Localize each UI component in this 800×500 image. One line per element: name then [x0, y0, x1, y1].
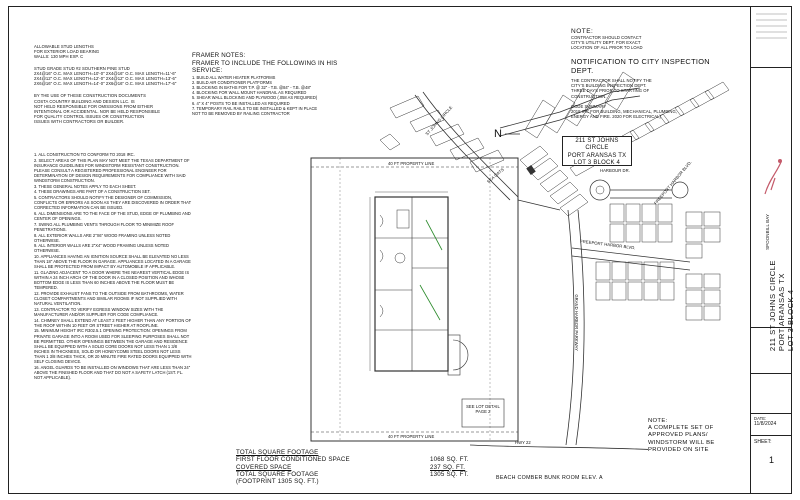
framer-note-item: 7. TEMPORARY RAIL RAILS TO BE INSTALLED & KEPT IN PLACE — [192, 105, 318, 111]
sqft-footprint: (FOOTPRINT 1305 SQ. FT.) — [236, 478, 319, 486]
address-line-3: LOT 3 BLOCK 4 — [573, 160, 621, 167]
plan-label-property-line-bottom: 40 FT PROPERTY LINE — [388, 434, 435, 439]
sqft-value: 1305 SQ. FT. — [430, 470, 469, 478]
date-label: DATE: — [754, 416, 767, 421]
utility-note-title: NOTE: — [571, 28, 594, 35]
map-label-sea-oats: SEA OATS — [485, 166, 505, 185]
framer-note-item: 6. 4" X 4" POSTS TO BE INSTALLED AS REQUIRED — [192, 100, 290, 106]
general-note-item: 3. THESE GENERAL NOTES APPLY TO EACH SHEET. — [34, 183, 137, 189]
company-name: SPOONBILL BAY — [765, 214, 770, 250]
title-block-revision-cell — [751, 6, 792, 68]
city-notification-body: THE CONTRACTOR SHALL NOTIFY THE CITY'S BUILDING INSPECTION DEPT. THREE DAYS PRIOR TO STARTING OF CONSTRUCTION. CODE SUMMARY 2018 IRC FOR BUILDING, MECHANICAL, PLUMBING, ENERGY AND FIRE. 2020 FOR ELECTRICAL) — [571, 78, 677, 120]
address-box — [562, 136, 632, 166]
north-arrow-label: N — [494, 128, 502, 140]
general-note-item: 8. ALL EXTERIOR WALLS ARE 2"X6" WOOD FRAMING UNLESS NOTED OTHERWISE. — [34, 232, 171, 243]
sqft-value: 237 SQ. FT. — [430, 463, 466, 471]
general-note-item: 11. GLAZING ADJACENT TO A DOOR WHERE THE NEAREST VERTICAL EDGE IS WITHIN A 24 INCH ARCH OF THE DOOR IN A CLOSED POSITION AND WHOSE BOTTOM EDGE IS LESS THAN 60 INCHES ABOVE THE FLOOR MUST BE TEMPERED. — [34, 270, 190, 291]
disclaimer: BY THE USE OF THESE CONSTRUCTION DOCUMENTS COSTA COUNTRY BUILDING AND DESIGN LLC. IS NOT HELD RESPONSIBLE FOR OMISSIONS FROM EITHER INTENTIONAL OR ACCIDENTAL. NOR BE HELD RESPONSIBLE FOR QUALITY CONTROL ISSUES OR CONSTRUCTION ISSUES WITH CONTRACTORS OR BUILDER. — [34, 93, 161, 125]
sqft-row-first-floor — [236, 456, 476, 463]
general-note-item: 6. ALL DIMENSIONS ARE TO THE FACE OF THE STUD, EDGE OF PLUMBING AND CENTER OF OPENINGS. — [34, 211, 191, 222]
title-block-notes-cell — [751, 374, 792, 414]
allowable-stud-lengths: ALLOWABLE STUD LENGTHS FOR EXTERIOR LOAD BEARING WALLS: 130 MPH EXP. C — [34, 44, 100, 60]
sqft-label: COVERED SPACE — [236, 463, 292, 471]
sqft-label: TOTAL SQUARE FOOTAGE — [236, 470, 319, 478]
map-label-harbour: HARBOUR DR. — [600, 168, 630, 173]
house-footprint — [375, 197, 448, 371]
sqft-row-total — [236, 471, 476, 478]
general-note-item: 14. CHIMNEY SHALL EXTEND AT LEAST 2 FEET HIGHER THAN ANY PORTION OF THE ROOF WITHIN 10 FEET OR STREET HIGHER AT ROOFLINE. — [34, 317, 192, 328]
lot-plan — [311, 158, 518, 441]
general-note-item: 5. CONTRACTORS SHOULD NOTIFY THE DESIGNER OF COMMISSION, CONFLICTS OR ERRORS AS SOON AS THEY ARE DISCOVERED IN ORDER THAT CORRECTED INFORMATION CAN BE ISSUED. — [34, 195, 192, 211]
sheet-number: 1 — [768, 455, 774, 465]
general-note-item: 2. SELECT AREAS OF THIS PLAN MAY NOT MEET THE TEXAS DEPARTMENT OF INSURANCE GUIDELINES FOR WINDSTORM RESISTANT CONSTRUCTION. PLEASE CONSULT A REGISTERED PROFESSIONAL ENGINEER FOR DETERMINATION OF DESIGN REQUIREMENTS FOR COMPLIANCE WITH SAID WINDSTORM CONSTRUCTION. — [34, 157, 190, 184]
plan-label-setback: SEE LOT DETAIL PAGE 2 — [466, 404, 500, 415]
map-label-grand-harbor: GRAND HARBOR PARKWAY — [573, 294, 579, 351]
sqft-label: FIRST FLOOR CONDITIONED SPACE — [236, 456, 350, 464]
plan-label-property-line-top: 40 FT PROPERTY LINE — [388, 161, 435, 166]
general-note-item: 7. SWING ALL PLUMBING VENTS THROUGH FLOOR TO MINIMIZE ROOF PENETRATIONS. — [34, 221, 174, 232]
sqft-value: 1068 SQ. FT. — [430, 456, 469, 464]
general-note-item: 13. CONTRACTOR TO VERIFY EGRESS WINDOW SIZES WITH THE MANUFACTURER AND/OR SUPPLIER FOR CODE COMPLIANCE. — [34, 306, 164, 317]
sheet-title: BEACH COMBER BUNK ROOM ELEV. A — [496, 475, 603, 481]
sheet-label: SHEET: — [754, 439, 772, 445]
general-note-item: 1. ALL CONSTRUCTION TO CONFORM TO 2018 IRC. — [34, 152, 135, 157]
sqft-row-covered — [236, 464, 476, 471]
spoonbill-logo-icon — [751, 150, 792, 210]
general-note-item: 12. PROVIDE EXHAUST FANS TO THE OUTSIDE FROM BATHROOMS, WATER CLOSET COMPARTMENTS AND SIMILAR ROOMS IF NOT SUPPLIED WITH NATURAL VENTILATION. — [34, 290, 184, 307]
framer-notes-subtitle: FRAMER TO INCLUDE THE FOLLOWING IN HIS SERVICE: — [192, 59, 338, 74]
address-line-2: PORT ARANSAS TX — [567, 152, 627, 159]
stud-grade-table: STUD GRADE STUD #2 SOUTHERN PINE STUD 2X4@16" O.C. MAX LENGTH=10'-0" 2X4@16" O.C. MAX LENGTH=11'-6" 2X4@12" O.C. MAX LENGTH=12'-0" 2X4@12" O.C. MAX LENGTH=13'-6" 2X6@16" O.C. MAX LENGTH=14'-0" 2X6@16" O.C. MAX LENGTH=17'-6" — [34, 65, 177, 87]
square-footage-heading: TOTAL SQUARE FOOTAGE — [236, 449, 319, 456]
framer-note-item: 4. BLOCKING FOR WALL MOUNT HANDRAIL AS REQUIRED — [192, 90, 307, 96]
utility-note — [571, 28, 681, 51]
framer-note-item: 1. BUILD ALL WATER HEATER PLATFORMS — [192, 74, 276, 80]
property-line — [311, 158, 518, 441]
framer-note-item: 5. SHEAR WALL BLOCKING AND PLYWOOD (.058 AS REQUIRED) — [192, 95, 318, 101]
utility-note-body: CONTRACTOR SHOULD CONTACT CITY'S UTILITY DEPT. FOR EXACT LOCATION OF ALL PRIOR TO LOAD — [571, 35, 643, 51]
framer-note-item: 2. BUILD AIR CONDITIONER PLATFORMS — [192, 79, 272, 85]
title-block-sheet-cell — [751, 436, 792, 493]
city-notification — [571, 57, 721, 120]
approved-plans-note: NOTE: A COMPLETE SET OF APPROVED PLANS/ WINDSTORM WILL BE PROVIDED ON SITE — [648, 418, 740, 454]
address-line-1: 211 ST JOHNS CIRCLE — [575, 138, 619, 152]
map-label-st-johns: ST JOHNS CIRCLE — [424, 104, 454, 137]
general-note-item: 4. THESE DRAWINGS ARE PART OF A CONSTRUCTION SET. — [34, 189, 151, 195]
framer-note-item: NOT TO BE REMOVED BY RAILING CONTRACTOR — [192, 110, 290, 116]
map-label-hwy: HWY 22 — [515, 440, 531, 445]
map-label-freeport-2: FREEPORT HARBOR BLVD. — [652, 159, 693, 206]
city-notification-title: NOTIFICATION TO CITY INSPECTION DEPT. — [571, 57, 710, 75]
general-note-item: 10. APPLIANCES HAVING AN IGNITION SOURCE SHALL BE ELEVATED NO LESS THAN 18" ABOVE THE FLOOR IN GARAGE. APPLIANCES LOCATED IN A GARAGE SHALL BE PROTECTED FROM IMPACT BY AUTOMOBILE IF APPLICABLE. — [34, 254, 191, 270]
general-note-item: 9. ALL INTERIOR WALLS ARE 2"X4" WOOD FRAMING UNLESS NOTED OTHERWISE. — [34, 243, 169, 254]
general-note-item: 15. MINIMUM HEIGHT IRC R302.5.1 OPENING PROTECTION: OPENINGS FROM PRIVATE GARAGE INTO A ROOM USED FOR SLEEPING PURPOSES SHALL NOT BE PERMITTED. OTHER OPENINGS BETWEEN THE GARAGE AND RESIDENCE SHALL BE EQUIPPED WITH A SOLID CORE DOORS NOT LESS THAN 1 3/8 INCHES IN THICKNESS, SOLID OR HONEYCOMB STEEL DOORS NOT LESS THAN 1 3/8 INCHES THICK, OR 20 MINUTE FIRE RATED DOORS EQUIPPED WITH SELF CLOSING DEVICE. — [34, 328, 192, 364]
project-title-vertical: 211 ST JOHNS CIRCLE PORT ARANSAS TX LOT 3 BLOCK 4 — [768, 260, 795, 352]
title-block-date-cell — [751, 414, 792, 436]
framer-note-item: 3. BLOCKING IN BATHS FOR T.P. @ 32" - T.B. @84" - T.B. @48" — [192, 84, 312, 90]
title-block — [750, 6, 792, 494]
general-note-item: 16. ANGEL GUARDS TO BE INSTALLED ON WINDOWS THAT ARE LESS THAN 24" ABOVE THE FINISHED FLOOR AND THAT DO NOT A SAFETY LATCH (1ST. FL. NOT APPLICABLE). — [34, 364, 191, 380]
date-value: 11/8/2024 — [754, 421, 777, 428]
map-label-freeport: FREEPORT HARBOR BLVD. — [579, 238, 636, 251]
framer-notes-title: FRAMER NOTES: — [192, 52, 246, 59]
square-footage-table — [236, 449, 476, 485]
